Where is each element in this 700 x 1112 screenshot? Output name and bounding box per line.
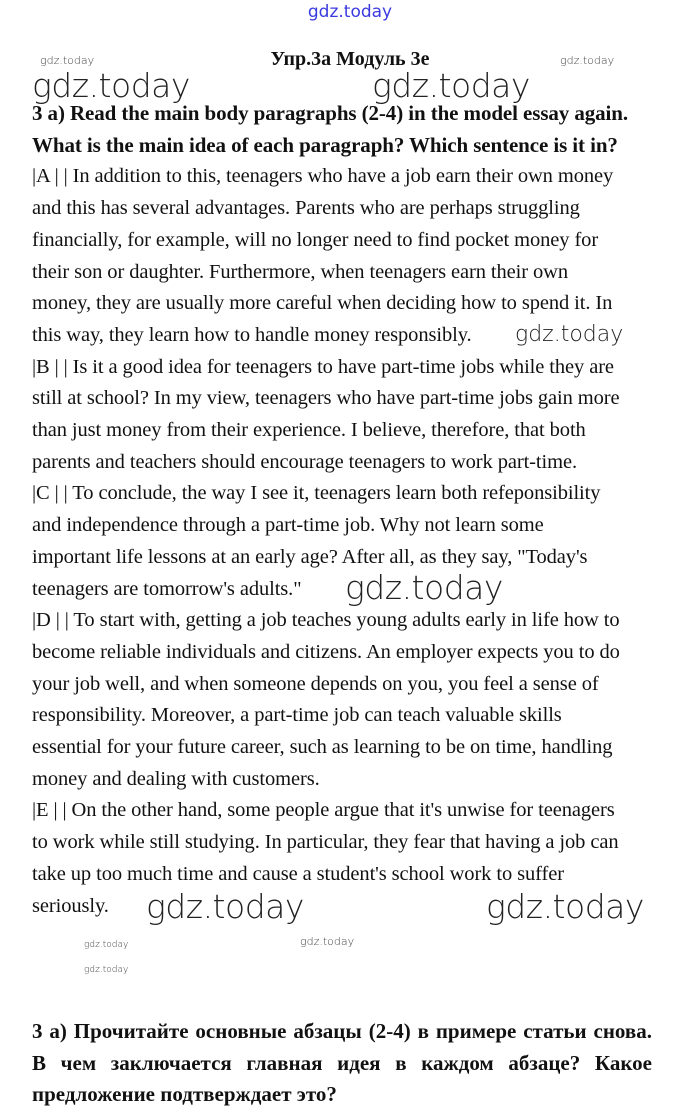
essay-line: responsibility. Moreover, a part-time job can teach valuable skills [32,704,562,727]
watermark: gdz.today [300,935,355,948]
essay-line: this way, they learn how to handle money responsibly. [32,323,472,346]
essay-line: their son or daughter. Furthermore, when teenagers earn their own [32,260,568,283]
essay-line: than just money from their experience. I believe, therefore, that both [32,419,586,441]
watermark-top: gdz.today [307,2,393,22]
watermark: gdz.today [486,887,644,926]
essay-line: become reliable individuals and citizens. An employer expects you to do [32,640,620,663]
essay-line: |E | | On the other hand, some people argue that it's unwise for teenagers [32,799,615,822]
task-heading-line: 3 a) Read the main body paragraphs (2-4) in the model essay again. [32,101,629,125]
essay-line: |D | | To start with, getting a job teaches young adults early in life how to [32,609,620,632]
essay-line: and this has several advantages. Parents who are perhaps struggling [32,197,580,220]
essay-line: still at school? In my view, teenagers who have part-time jobs gain more [32,387,620,410]
watermark: gdz.today [40,54,95,67]
essay-line: and independence through a part-time job. Why not learn some [32,514,544,537]
essay-line: |A | | In addition to this, teenagers who have a job earn their own money [32,165,614,188]
watermark: gdz.today [560,54,615,67]
essay-line: essential for your future career, such as learning to be on time, handling [32,736,613,758]
essay-line: money, they are usually more careful when deciding how to spend it. In [32,292,613,315]
essay-line: financially, for example, will no longer need to find pocket money for [32,228,599,251]
page-title: Упр.3а Модуль 3е [270,48,430,70]
watermark: gdz.today [84,940,129,950]
task-russian: 3 а) Прочитайте основные абзацы (2-4) в примере статьи снова. В чем заключается главная идея в каждом абзаце? Какое предложение подтверждает это? [32,1019,652,1106]
watermark: gdz.today [372,66,530,105]
essay-line: your job well, and when someone depends on you, you feel a sense of [32,672,599,695]
task-heading-line: What is the main idea of each paragraph? Which sentence is it in? [32,132,618,157]
essay-line: |C | | To conclude, the way I see it, teenagers learn both refeponsibility [32,482,601,505]
essay-line: parents and teachers should encourage teenagers to work part-time. [32,450,577,473]
essay-line: take up too much time and cause a student's school work to suffer [32,862,564,885]
watermark: gdz.today [515,322,624,347]
watermark: gdz.today [345,568,503,607]
essay-line: money and dealing with customers. [32,767,320,790]
essay-line: seriously. [32,894,109,917]
watermark: gdz.today [84,965,129,975]
essay-line: to work while still studying. In particular, they fear that having a job can [32,831,619,854]
essay-line: |B | | Is it a good idea for teenagers to have part-time jobs while they are [32,355,614,378]
watermark: gdz.today [146,887,304,926]
essay-line: important life lessons at an early age? After all, as they say, "Today's [32,545,588,568]
watermark: gdz.today [32,66,190,105]
essay-line: teenagers are tomorrow's adults." [32,577,302,600]
